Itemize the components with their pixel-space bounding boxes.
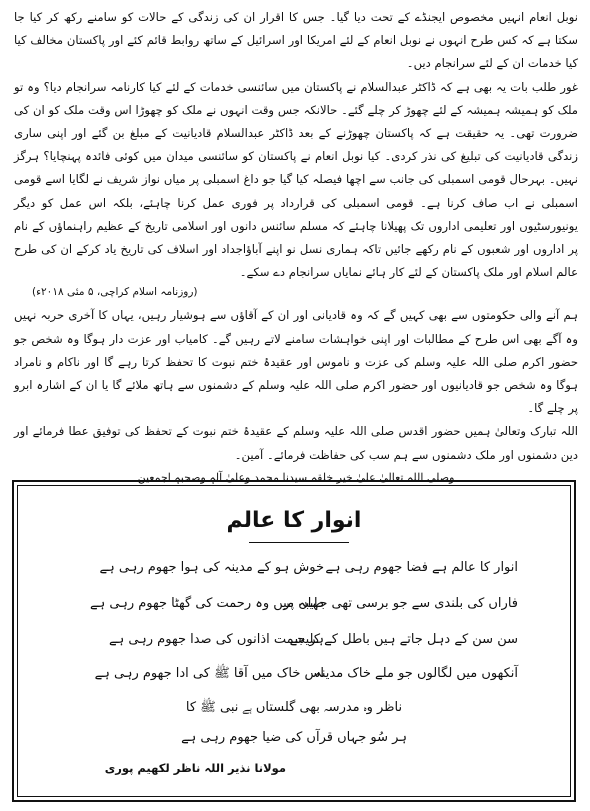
poem-couplet <box>14 662 574 686</box>
couplet-second-line: ہر سمت اذانوں کی صدا جھوم رہی ہے <box>108 632 324 647</box>
article-body <box>14 6 578 489</box>
article-paragraph: اللہ تبارک وتعالیٰ ہمیں حضور اقدس صلی اللہ علیہ وسلم کے عقیدۂ ختم نبوت کے تحفظ کی توفیق عطا فرمائے اور دین دشمنوں اور ملک دشمنوں سے ہم سب کی حفاظت فرمائے۔ آمین۔ <box>14 424 578 462</box>
source-citation: (روزنامہ اسلام کراچی، ۵ مئی ۲۰۱۸ء) <box>32 286 198 299</box>
couplet-first-line: آنکھوں میں لگالوں جو ملے خاک مدینہ <box>314 666 518 681</box>
poem-box <box>12 480 576 802</box>
poem-title: انوار کا عالم <box>226 508 362 533</box>
poem-couplet <box>14 628 574 652</box>
closing-prayer: وصلی اللہ تعالیٰ علیٰ خیر خلقہ سیدنا محمد وعلیٰ آلہٖ وصحبہٖ اجمعین <box>137 470 455 484</box>
poem-couplet <box>14 556 574 580</box>
poem-final-verse-1: ناظر وہ مدرسہ بھی گلستاں ہے نبی ﷺ کا <box>185 700 403 715</box>
couplet-first-line: سن سن کے دہل جاتے ہیں باطل کے کلیجے <box>289 632 518 647</box>
poem-couplet <box>14 592 574 616</box>
couplet-second-line: طیبہ میں وہ رحمت کی گھٹا جھوم رہی ہے <box>90 596 324 611</box>
article-paragraph: غور طلب بات یہ بھی ہے کہ ڈاکٹر عبدالسلام نے پاکستان میں سائنسی خدمات کے لئے کیا کارنامہ سرانجام دیا؟ وہ تو ملک کو ہمیشہ ہمیشہ کے لئے چھوڑ کر چلے گئے۔ حالانکہ جس وقت انہوں نے ملک کو چھوڑا اس وقت ملک کو ان کی ضرورت تھی۔ یہ حقیقت ہے کہ پاکستان چھوڑنے کے بعد ڈاکٹر عبدالسلام قادیانیت کے مبلغ بن گئے اور اپنی ساری زندگی قادیانیت کی تبلیغ کی نذر کردی۔ کیا نوبل انعام نے پاکستان کو سائنسی میدان میں کوئی فائدہ پہنچایا؟ ہرگز نہیں۔ بہرحال قومی اسمبلی کی جانب سے اچھا فیصلہ کیا گیا جو داغ اسمبلی پر میاں نواز شریف نے لگایا اسے قومی اسمبلی نے اب صاف کرنا ہے۔ قومی اسمبلی کی قرارداد پر فوری عمل کرنا چاہئے، بلکہ اس عمل کو دیگر یونیورسٹیوں اور تعلیمی اداروں تک پھیلانا چاہئے کہ مسلم سائنس دانوں اور اسلامی تاریخ کے عظیم راہنماؤں کے نام پر اداروں اور شعبوں کے نام رکھے جائیں تاکہ ہماری نسل نو اپنے آباؤاجداد اور اسلاف کی تاریخ یاد کرکے ان کی طرح عالم اسلام اور ملک پاکستان کے لئے کار ہائے نمایاں سرانجام دے سکے۔ <box>14 79 578 280</box>
poem-title-underline <box>249 542 349 543</box>
couplet-second-line: اس خاک میں آقا ﷺ کی ادا جھوم رہی ہے <box>94 666 324 681</box>
article-paragraph: ہم آنے والی حکومتوں سے بھی کہیں گے کہ وہ قادیانی اور ان کے آقاؤں سے ہوشیار رہیں، یہاں کا آخری حربہ نہیں وہ آگے بھی اس طرح کے مطالبات اور اپنی خواہشات سامنے لاتے رہیں گے۔ کامیاب اور عزت دار ہوگا وہ شخص جو حضور اکرم صلی اللہ علیہ وسلم کی عزت و ناموس اور عقیدۂ ختم نبوت کا تحفظ کرتا رہے گا اور ناکام و نامراد ہوگا وہ شخص جو قادیانیوں اور حضور اکرم صلی اللہ علیہ وسلم کے دشمنوں سے ہاتھ ملائے گا یا ان کے اشارہ ابرو پر چلے گا۔ <box>14 308 578 416</box>
poem-final-verse-2: ہر سُو جہاں قرآں کی ضیا جھوم رہی ہے <box>181 730 407 745</box>
article-paragraph: نوبل انعام انہیں مخصوص ایجنڈے کے تحت دیا گیا۔ جس کا اقرار ان کی زندگی کے حالات کو سامنے رکھ کر کیا جا سکتا ہے کہ کس طرح انہوں نے نوبل انعام کے لئے امریکا اور اسرائیل کے ساتھ روابط قائم کئے اور پاکستان مخالف کیا کیا خدمات ان کے لئے سرانجام دیں۔ <box>14 10 578 71</box>
couplet-first-line: فاراں کی بلندی سے جو برسی تھی جہاں پر <box>283 596 518 611</box>
couplet-second-line: خوش ہو کے مدینہ کی ہوا جھوم رہی ہے <box>99 560 324 575</box>
poet-name: مولانا نذیر اللہ ناظر لکھیم پوری <box>104 761 286 775</box>
couplet-first-line: انوار کا عالم ہے فضا جھوم رہی ہے <box>325 560 518 575</box>
